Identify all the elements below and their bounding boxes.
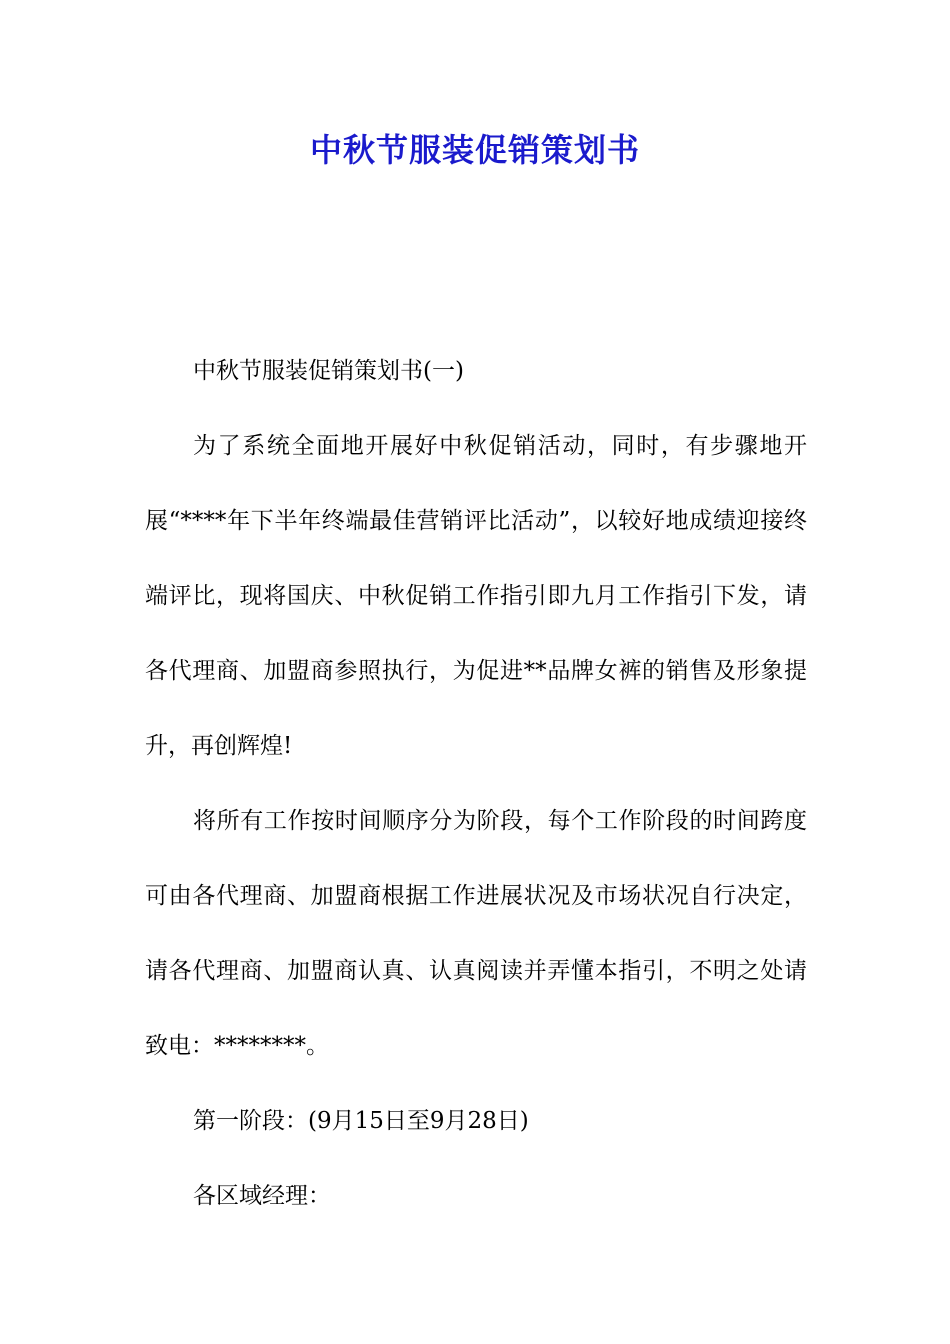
document-body — [145, 334, 807, 1234]
paragraph-stages: 将所有工作按时间顺序分为阶段，每个工作阶段的时间跨度可由各代理商、加盟商根据工作进展状况及市场状况自行决定，请各代理商、加盟商认真、认真阅读并弄懂本指引，不明之处请致电：********。 — [145, 808, 807, 1059]
paragraph-intro: 为了系统全面地开展好中秋促销活动，同时，有步骤地开展“****年下半年终端最佳营销评比活动”，以较好地成绩迎接终端评比，现将国庆、中秋促销工作指引即九月工作指引下发，请各代理商、加盟商参照执行，为促进**品牌女裤的销售及形象提升，再创辉煌! — [145, 433, 807, 759]
paragraph-regional-managers: 各区域经理： — [193, 1183, 331, 1209]
document-title: 中秋节服装促销策划书 — [309, 131, 640, 169]
paragraph-subtitle: 中秋节服装促销策划书(一) — [193, 358, 464, 384]
paragraph-stage-one: 第一阶段：(9月15日至9月28日) — [193, 1108, 529, 1134]
